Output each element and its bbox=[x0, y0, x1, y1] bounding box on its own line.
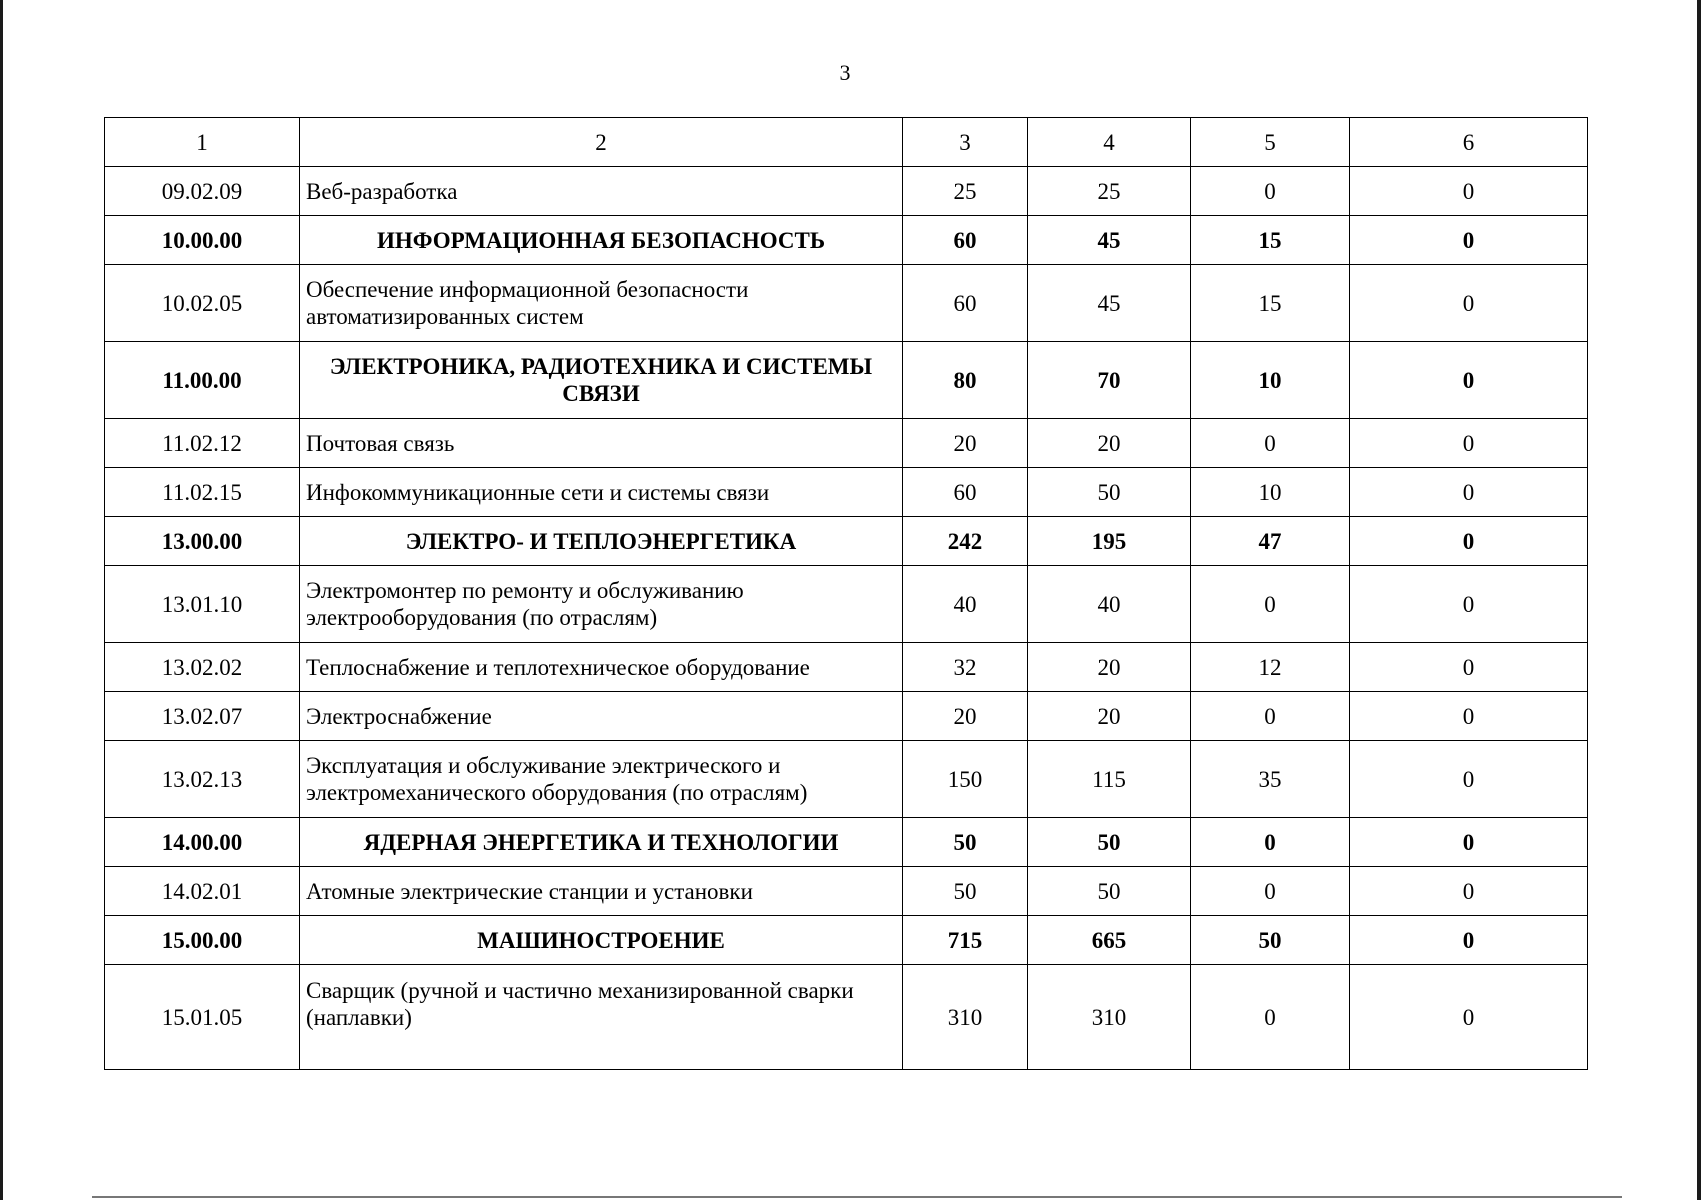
value-col-3: 40 bbox=[903, 566, 1028, 643]
value-col-3: 60 bbox=[903, 265, 1028, 342]
table-header-row bbox=[105, 118, 1588, 167]
group-code: 10.00.00 bbox=[105, 216, 300, 265]
specialty-code: 13.02.07 bbox=[105, 692, 300, 741]
value-col-3: 50 bbox=[903, 818, 1028, 867]
group-code: 11.00.00 bbox=[105, 342, 300, 419]
specialty-name: Обеспечение информационной безопасности автоматизированных систем bbox=[300, 265, 903, 342]
column-number-4: 4 bbox=[1028, 118, 1191, 167]
value-col-3: 715 bbox=[903, 916, 1028, 965]
value-col-3: 150 bbox=[903, 741, 1028, 818]
value-col-6: 0 bbox=[1350, 167, 1588, 216]
value-col-6: 0 bbox=[1350, 916, 1588, 965]
value-col-4: 310 bbox=[1028, 965, 1191, 1070]
value-col-4: 50 bbox=[1028, 468, 1191, 517]
specialty-name: Инфокоммуникационные сети и системы связи bbox=[300, 468, 903, 517]
value-col-4: 50 bbox=[1028, 818, 1191, 867]
group-name: ЭЛЕКТРО- И ТЕПЛОЭНЕРГЕТИКА bbox=[300, 517, 903, 566]
column-number-6: 6 bbox=[1350, 118, 1588, 167]
value-col-5: 10 bbox=[1191, 342, 1350, 419]
specialty-name: Эксплуатация и обслуживание электрического и электромеханического оборудования (по отраслям) bbox=[300, 741, 903, 818]
value-col-5: 0 bbox=[1191, 566, 1350, 643]
group-row bbox=[105, 916, 1588, 965]
specialty-code: 13.01.10 bbox=[105, 566, 300, 643]
table-row bbox=[105, 867, 1588, 916]
column-number-2: 2 bbox=[300, 118, 903, 167]
value-col-4: 20 bbox=[1028, 643, 1191, 692]
table-row bbox=[105, 643, 1588, 692]
value-col-4: 115 bbox=[1028, 741, 1191, 818]
value-col-5: 10 bbox=[1191, 468, 1350, 517]
table-row bbox=[105, 692, 1588, 741]
column-number-3: 3 bbox=[903, 118, 1028, 167]
column-number-5: 5 bbox=[1191, 118, 1350, 167]
value-col-3: 32 bbox=[903, 643, 1028, 692]
value-col-3: 50 bbox=[903, 867, 1028, 916]
specialty-name: Электромонтер по ремонту и обслуживанию электрооборудования (по отраслям) bbox=[300, 566, 903, 643]
value-col-6: 0 bbox=[1350, 643, 1588, 692]
value-col-3: 25 bbox=[903, 167, 1028, 216]
value-col-4: 195 bbox=[1028, 517, 1191, 566]
value-col-3: 242 bbox=[903, 517, 1028, 566]
group-code: 14.00.00 bbox=[105, 818, 300, 867]
value-col-6: 0 bbox=[1350, 419, 1588, 468]
group-name: ИНФОРМАЦИОННАЯ БЕЗОПАСНОСТЬ bbox=[300, 216, 903, 265]
value-col-4: 25 bbox=[1028, 167, 1191, 216]
value-col-5: 12 bbox=[1191, 643, 1350, 692]
table-row bbox=[105, 167, 1588, 216]
page-number: 3 bbox=[839, 60, 851, 85]
scan-edge-right bbox=[1697, 0, 1701, 1200]
value-col-5: 0 bbox=[1191, 867, 1350, 916]
group-row bbox=[105, 216, 1588, 265]
value-col-6: 0 bbox=[1350, 692, 1588, 741]
table-row bbox=[105, 965, 1588, 1070]
value-col-5: 0 bbox=[1191, 419, 1350, 468]
specialty-code: 14.02.01 bbox=[105, 867, 300, 916]
value-col-3: 60 bbox=[903, 216, 1028, 265]
column-number-1: 1 bbox=[105, 118, 300, 167]
value-col-3: 20 bbox=[903, 692, 1028, 741]
group-row bbox=[105, 517, 1588, 566]
value-col-5: 15 bbox=[1191, 265, 1350, 342]
value-col-6: 0 bbox=[1350, 965, 1588, 1070]
value-col-6: 0 bbox=[1350, 216, 1588, 265]
specialty-code: 11.02.12 bbox=[105, 419, 300, 468]
value-col-4: 45 bbox=[1028, 216, 1191, 265]
value-col-4: 70 bbox=[1028, 342, 1191, 419]
specialties-table bbox=[104, 117, 1588, 1070]
specialty-code: 11.02.15 bbox=[105, 468, 300, 517]
specialty-name: Веб-разработка bbox=[300, 167, 903, 216]
value-col-3: 60 bbox=[903, 468, 1028, 517]
value-col-6: 0 bbox=[1350, 468, 1588, 517]
specialty-code: 13.02.13 bbox=[105, 741, 300, 818]
value-col-6: 0 bbox=[1350, 517, 1588, 566]
value-col-3: 80 bbox=[903, 342, 1028, 419]
scan-bottom-line bbox=[92, 1196, 1622, 1198]
table-row bbox=[105, 419, 1588, 468]
specialty-code: 09.02.09 bbox=[105, 167, 300, 216]
value-col-4: 20 bbox=[1028, 419, 1191, 468]
value-col-5: 50 bbox=[1191, 916, 1350, 965]
group-name: МАШИНОСТРОЕНИЕ bbox=[300, 916, 903, 965]
value-col-6: 0 bbox=[1350, 342, 1588, 419]
value-col-6: 0 bbox=[1350, 566, 1588, 643]
value-col-4: 20 bbox=[1028, 692, 1191, 741]
table-row bbox=[105, 265, 1588, 342]
value-col-5: 15 bbox=[1191, 216, 1350, 265]
group-code: 15.00.00 bbox=[105, 916, 300, 965]
group-row bbox=[105, 342, 1588, 419]
value-col-4: 45 bbox=[1028, 265, 1191, 342]
table-row bbox=[105, 566, 1588, 643]
table-row bbox=[105, 468, 1588, 517]
value-col-4: 50 bbox=[1028, 867, 1191, 916]
value-col-5: 0 bbox=[1191, 167, 1350, 216]
value-col-3: 20 bbox=[903, 419, 1028, 468]
specialty-name: Электроснабжение bbox=[300, 692, 903, 741]
value-col-5: 0 bbox=[1191, 692, 1350, 741]
group-code: 13.00.00 bbox=[105, 517, 300, 566]
value-col-4: 40 bbox=[1028, 566, 1191, 643]
group-name: ЭЛЕКТРОНИКА, РАДИОТЕХНИКА И СИСТЕМЫ СВЯЗИ bbox=[300, 342, 903, 419]
group-name: ЯДЕРНАЯ ЭНЕРГЕТИКА И ТЕХНОЛОГИИ bbox=[300, 818, 903, 867]
specialty-name: Атомные электрические станции и установки bbox=[300, 867, 903, 916]
table-row bbox=[105, 741, 1588, 818]
value-col-4: 665 bbox=[1028, 916, 1191, 965]
value-col-5: 0 bbox=[1191, 818, 1350, 867]
value-col-6: 0 bbox=[1350, 818, 1588, 867]
specialty-name: Сварщик (ручной и частично механизированной сварки (наплавки) bbox=[300, 965, 903, 1070]
specialty-code: 15.01.05 bbox=[105, 965, 300, 1070]
specialty-code: 13.02.02 bbox=[105, 643, 300, 692]
value-col-6: 0 bbox=[1350, 265, 1588, 342]
value-col-5: 35 bbox=[1191, 741, 1350, 818]
value-col-6: 0 bbox=[1350, 867, 1588, 916]
value-col-3: 310 bbox=[903, 965, 1028, 1070]
scan-edge-left bbox=[0, 0, 3, 1200]
group-row bbox=[105, 818, 1588, 867]
specialty-name: Почтовая связь bbox=[300, 419, 903, 468]
specialty-name: Теплоснабжение и теплотехническое оборудование bbox=[300, 643, 903, 692]
value-col-6: 0 bbox=[1350, 741, 1588, 818]
value-col-5: 47 bbox=[1191, 517, 1350, 566]
specialty-code: 10.02.05 bbox=[105, 265, 300, 342]
value-col-5: 0 bbox=[1191, 965, 1350, 1070]
